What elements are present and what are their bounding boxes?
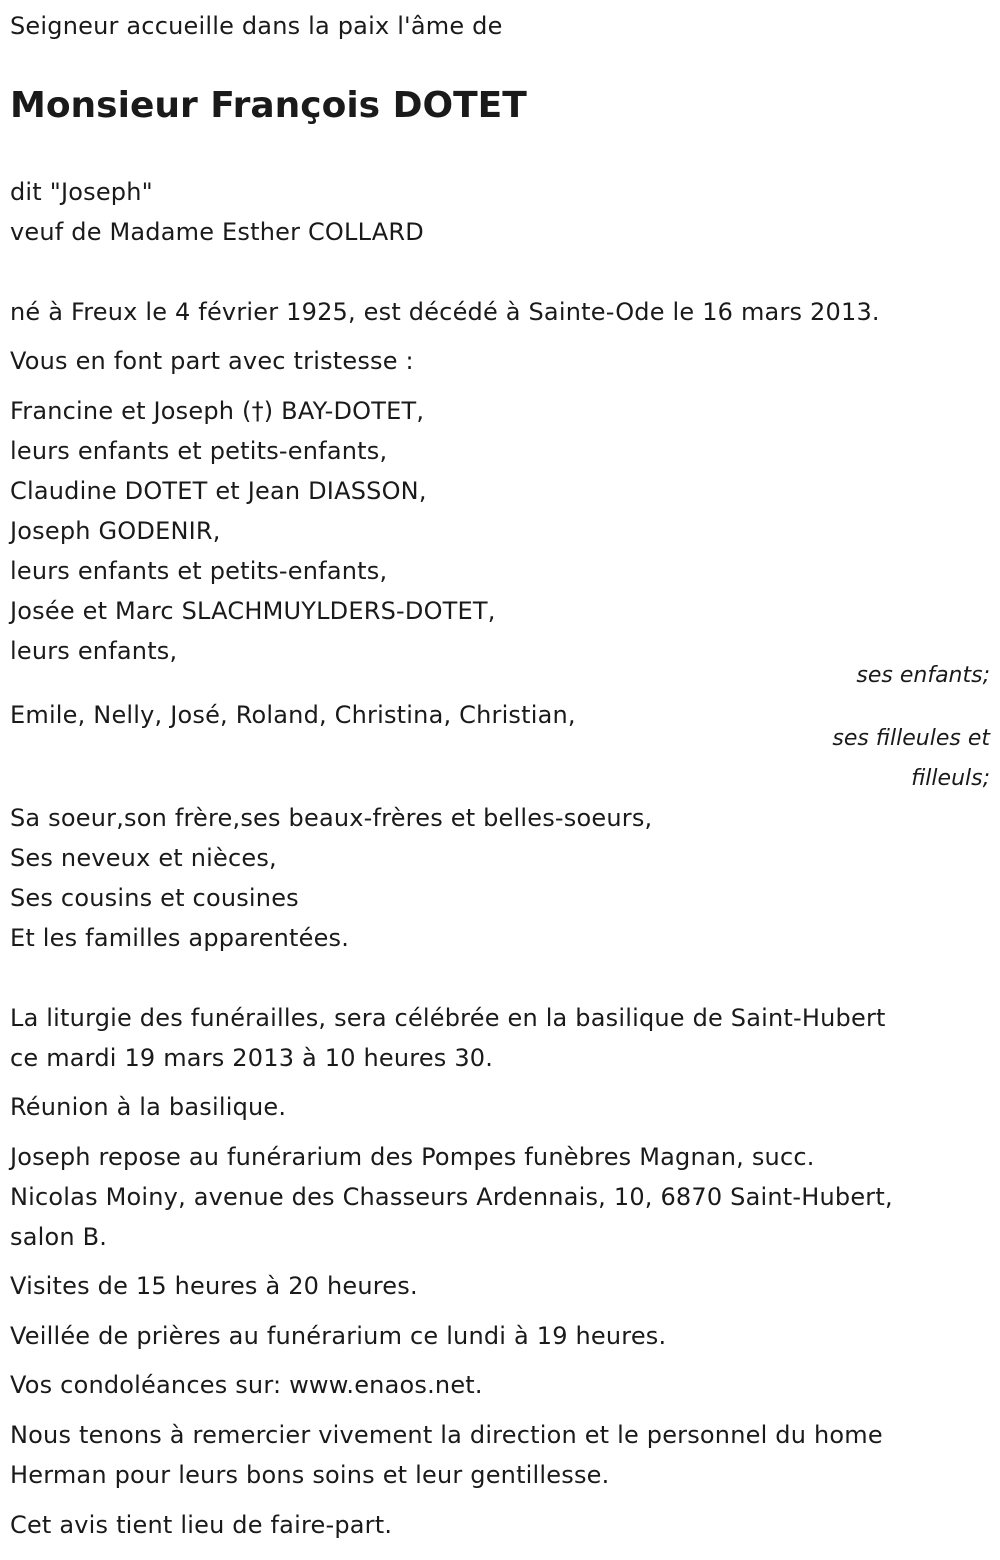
alias-text: dit "Joseph" (10, 178, 153, 206)
list-item: Ses cousins et cousines (10, 884, 299, 912)
meeting-text: Réunion à la basilique. (10, 1093, 287, 1121)
birth-death-text: né à Freux le 4 février 1925, est décédé à Sainte-Ode le 16 mars 2013. (10, 298, 880, 326)
rests-line-2: Nicolas Moiny, avenue des Chasseurs Ardennais, 10, 6870 Saint-Hubert, (10, 1183, 893, 1211)
rests-line-1: Joseph repose au funérarium des Pompes funèbres Magnan, succ. (10, 1143, 815, 1171)
liturgy-line-1: La liturgie des funérailles, sera célébrée en la basilique de Saint-Hubert (10, 1004, 886, 1032)
deceased-name: Monsieur François DOTET (10, 85, 527, 126)
list-item: leurs enfants, (10, 637, 178, 665)
thanks-line-1: Nous tenons à remercier vivement la direction et le personnel du home (10, 1421, 883, 1449)
list-item: Josée et Marc SLACHMUYLDERS-DOTET, (10, 597, 496, 625)
godchildren-label-line-1: ses filleules et (832, 726, 990, 751)
list-item: Claudine DOTET et Jean DIASSON, (10, 477, 427, 505)
rests-line-3: salon B. (10, 1223, 108, 1251)
children-label: ses enfants; (856, 663, 990, 688)
list-item: Sa soeur,son frère,ses beaux-frères et belles-soeurs, (10, 804, 653, 832)
vigil-text: Veillée de prières au funérarium ce lundi à 19 heures. (10, 1322, 667, 1350)
godchildren-label-line-2: filleuls; (911, 766, 990, 791)
list-item: Ses neveux et nièces, (10, 844, 277, 872)
closing-text: Cet avis tient lieu de faire-part. (10, 1511, 393, 1539)
thanks-line-2: Herman pour leurs bons soins et leur gentillesse. (10, 1461, 610, 1489)
widower-text: veuf de Madame Esther COLLARD (10, 218, 424, 246)
list-item: Joseph GODENIR, (10, 517, 221, 545)
list-item: leurs enfants et petits-enfants, (10, 557, 388, 585)
condolences-text: Vos condoléances sur: www.enaos.net. (10, 1371, 483, 1399)
list-item: Et les familles apparentées. (10, 924, 350, 952)
announcement-text: Vous en font part avec tristesse : (10, 347, 414, 375)
list-item: Francine et Joseph (†) BAY-DOTET, (10, 397, 425, 425)
intro-text: Seigneur accueille dans la paix l'âme de (10, 12, 503, 40)
godchildren-text: Emile, Nelly, José, Roland, Christina, Christian, (10, 701, 576, 729)
visits-text: Visites de 15 heures à 20 heures. (10, 1272, 418, 1300)
list-item: leurs enfants et petits-enfants, (10, 437, 388, 465)
liturgy-line-2: ce mardi 19 mars 2013 à 10 heures 30. (10, 1044, 494, 1072)
